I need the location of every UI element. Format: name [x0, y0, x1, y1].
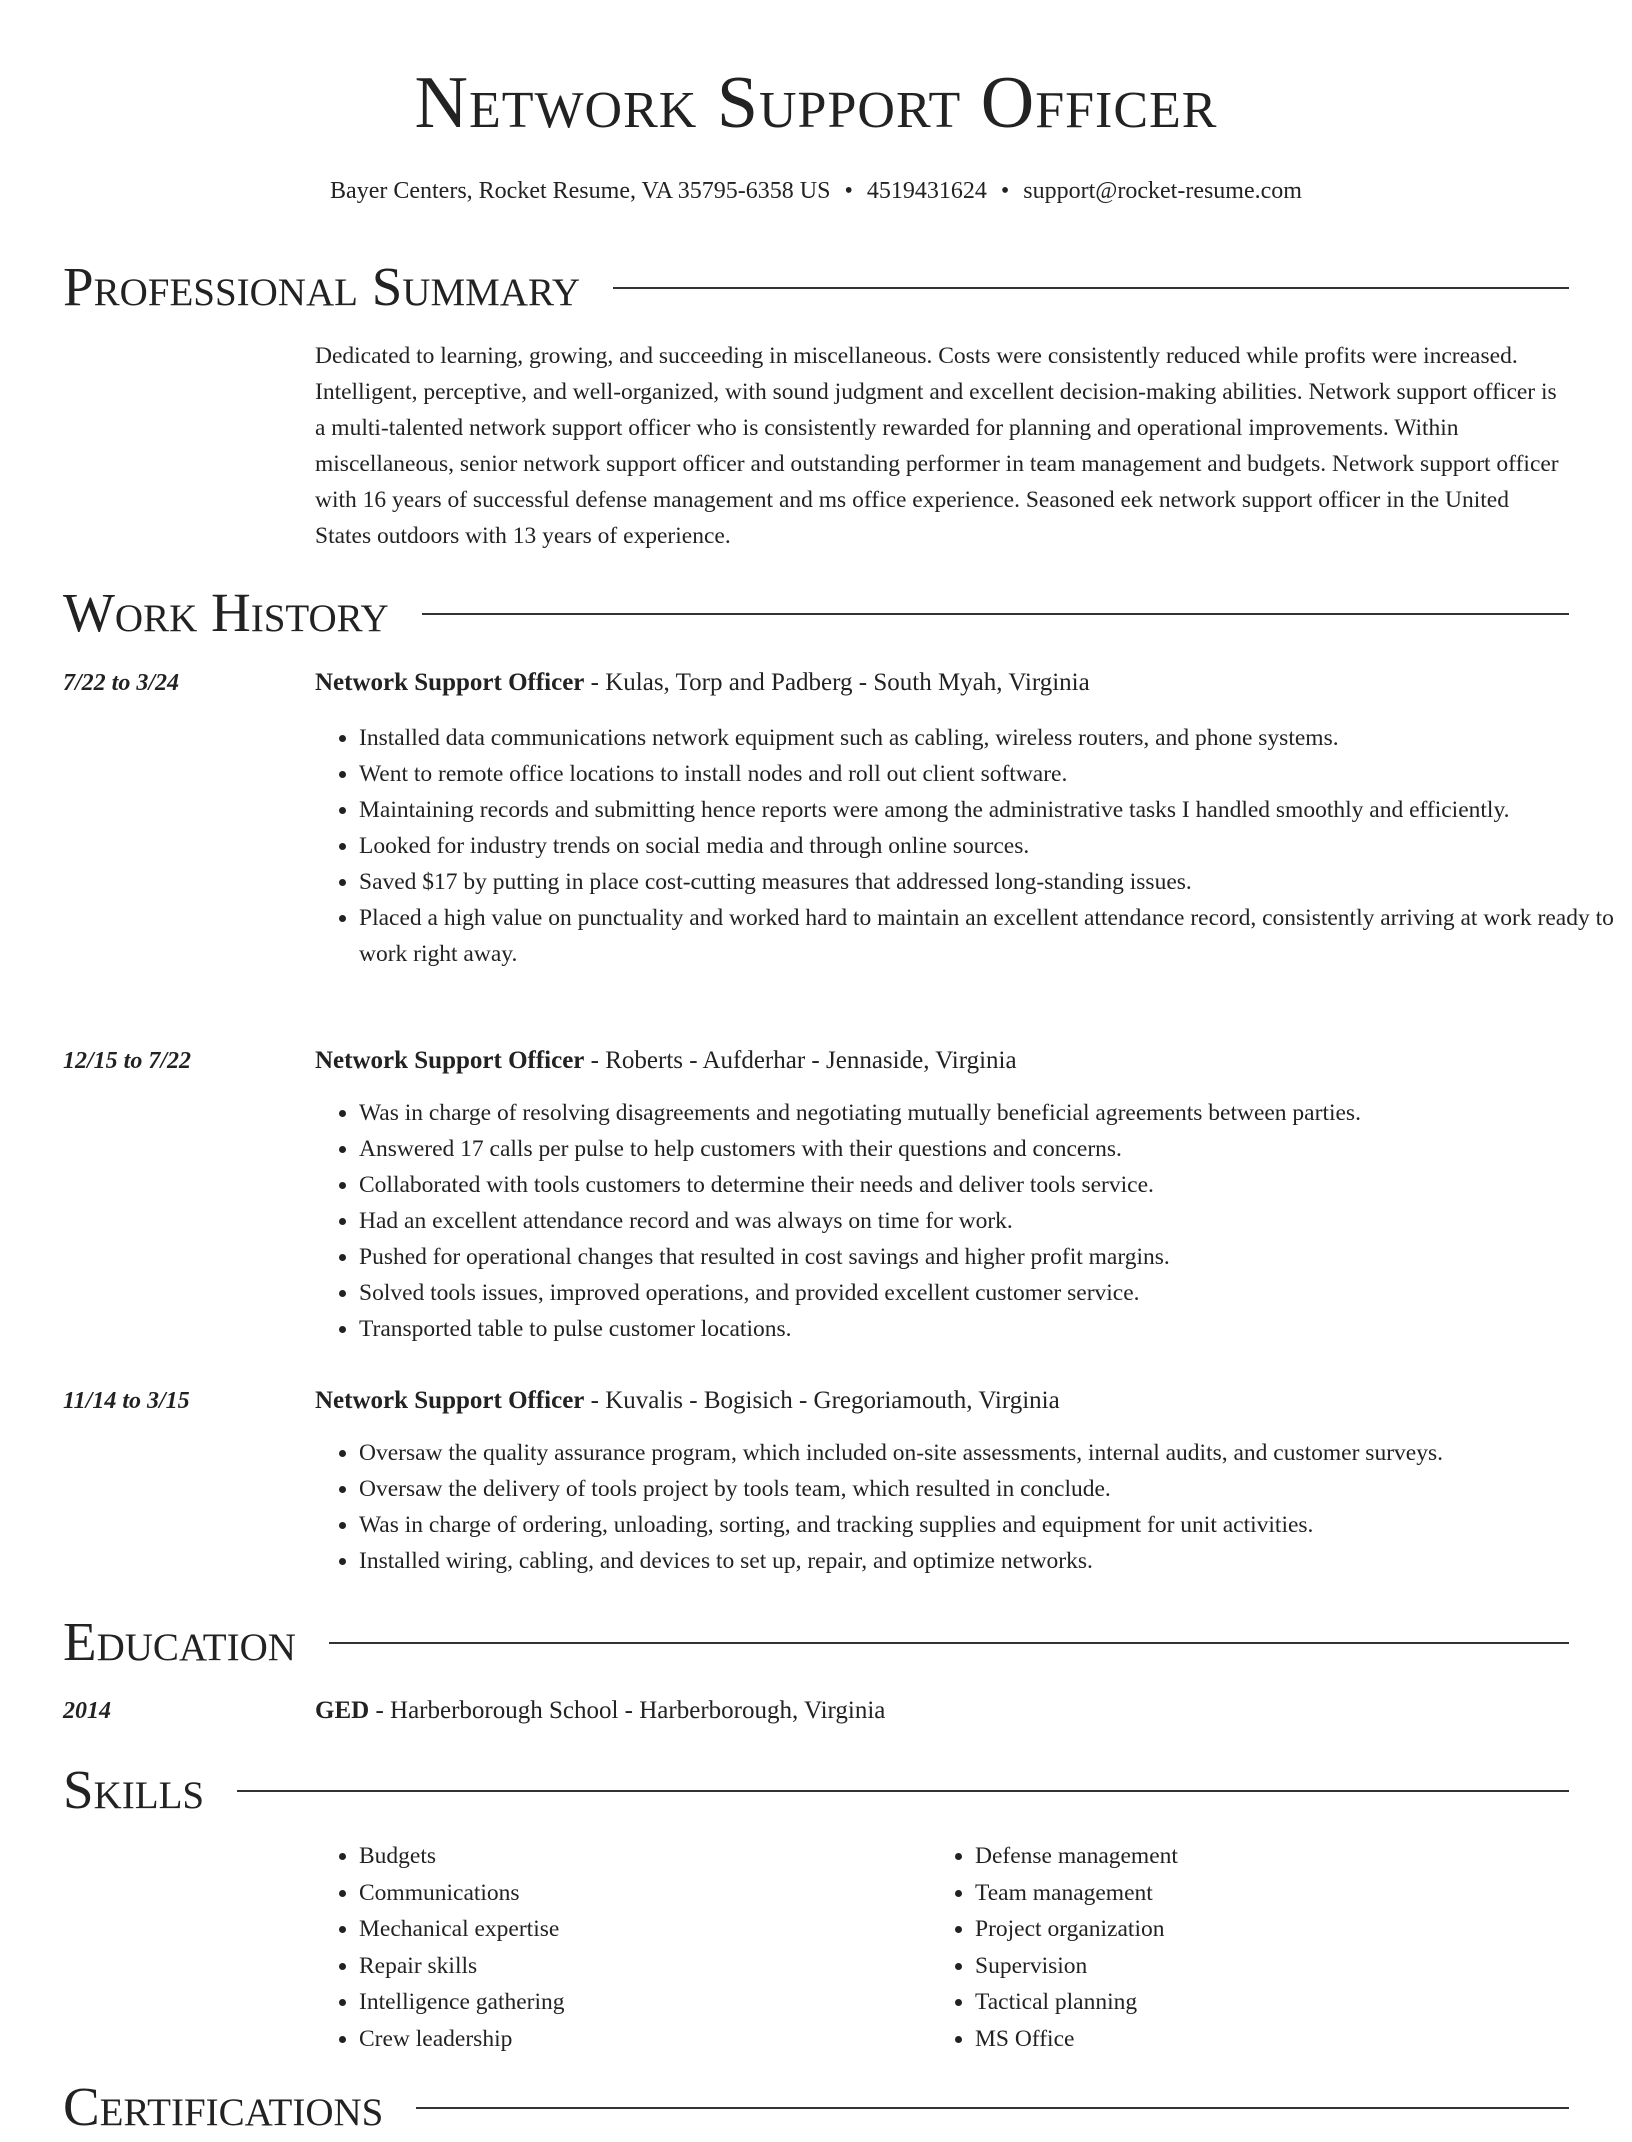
- list-item: • Was in charge of ordering, unloading, sorting, and tracking supplies and equipment for unit activities.: [359, 1507, 1619, 1543]
- list-item: • Placed a high value on punctuality and worked hard to maintain an excellent attendance record, consistently arriving at work ready to work right away.: [359, 900, 1619, 972]
- section-divider: [416, 2107, 1569, 2109]
- job-entry-3: [0, 1383, 1632, 1423]
- job-title-line: [315, 665, 1090, 701]
- job-title-line: [315, 1043, 1017, 1079]
- candidate-name: Network Support Officer: [414, 62, 1218, 144]
- summary-section-heading: [63, 252, 1569, 322]
- job-role: Network Support Officer: [315, 669, 585, 696]
- skill-item: • Mechanical expertise: [359, 1911, 565, 1948]
- list-item: • Had an excellent attendance record and was always on time for work.: [359, 1203, 1619, 1239]
- list-item: • Was in charge of resolving disagreements and negotiating mutually beneficial agreements between parties.: [359, 1095, 1619, 1131]
- job-role: Network Support Officer: [315, 1387, 585, 1414]
- job-title-line: [315, 1383, 1060, 1419]
- job-entry-1: [0, 665, 1632, 705]
- skills-section-heading: [63, 1755, 1569, 1825]
- job-1-bullets: [315, 720, 1619, 972]
- skill-item: • Intelligence gathering: [359, 1984, 565, 2021]
- list-item: • Installed data communications network equipment such as cabling, wireless routers, and phone systems.: [359, 720, 1619, 756]
- job-employer: - Roberts - Aufderhar - Jennaside, Virginia: [584, 1047, 1017, 1074]
- skill-item: • Supervision: [975, 1948, 1178, 1985]
- section-divider: [422, 613, 1569, 615]
- job-employer: - Kulas, Torp and Padberg - South Myah, Virginia: [584, 669, 1090, 696]
- education-line: [315, 1693, 885, 1729]
- education-entry: [0, 1693, 1632, 1733]
- skill-item: • Repair skills: [359, 1948, 565, 1985]
- list-item: • Oversaw the delivery of tools project by tools team, which resulted in conclude.: [359, 1471, 1619, 1507]
- job-role: Network Support Officer: [315, 1047, 585, 1074]
- list-item: • Solved tools issues, improved operations, and provided excellent customer service.: [359, 1275, 1619, 1311]
- list-item: • Answered 17 calls per pulse to help customers with their questions and concerns.: [359, 1131, 1619, 1167]
- job-dates: 12/15 to 7/22: [63, 1048, 192, 1074]
- list-item: • Looked for industry trends on social media and through online sources.: [359, 828, 1619, 864]
- list-item: • Collaborated with tools customers to determine their needs and deliver tools service.: [359, 1167, 1619, 1203]
- certifications-section-heading: [63, 2072, 1569, 2142]
- skill-item: • Budgets: [359, 1838, 565, 1875]
- list-item: • Went to remote office locations to install nodes and roll out client software.: [359, 756, 1619, 792]
- skill-item: • MS Office: [975, 2021, 1178, 2058]
- contact-line: [0, 174, 1632, 208]
- job-3-bullets: [315, 1435, 1619, 1579]
- list-item: • Oversaw the quality assurance program, which included on-site assessments, internal audits, and customer surveys.: [359, 1435, 1619, 1471]
- summary-heading: Professional Summary: [63, 256, 581, 317]
- list-item: • Maintaining records and submitting hence reports were among the administrative tasks I handled smoothly and efficiently.: [359, 792, 1619, 828]
- skills-heading: Skills: [63, 1759, 205, 1820]
- education-school: - Harberborough School - Harberborough, Virginia: [369, 1697, 886, 1724]
- section-divider: [329, 1642, 1569, 1644]
- skill-item: • Project organization: [975, 1911, 1178, 1948]
- skill-item: • Team management: [975, 1875, 1178, 1912]
- contact-separator: •: [844, 178, 853, 204]
- job-2-bullets: [315, 1095, 1619, 1347]
- contact-address: Bayer Centers, Rocket Resume, VA 35795-6358 US: [330, 178, 831, 204]
- work-heading: Work History: [63, 582, 389, 643]
- education-degree: GED: [315, 1697, 370, 1724]
- education-year: 2014: [63, 1698, 111, 1724]
- job-employer: - Kuvalis - Bogisich - Gregoriamouth, Virginia: [584, 1387, 1060, 1414]
- list-item: • Pushed for operational changes that resulted in cost savings and higher profit margins.: [359, 1239, 1619, 1275]
- skill-item: • Defense management: [975, 1838, 1178, 1875]
- section-divider: [237, 1790, 1569, 1792]
- job-dates: 11/14 to 3/15: [63, 1388, 190, 1414]
- contact-email: support@rocket-resume.com: [1023, 178, 1302, 204]
- skill-item: • Communications: [359, 1875, 565, 1912]
- skills-list-left: [315, 1838, 565, 2057]
- skill-item: • Crew leadership: [359, 2021, 565, 2058]
- education-section-heading: [63, 1607, 1569, 1677]
- job-dates: 7/22 to 3/24: [63, 670, 180, 696]
- list-item: • Transported table to pulse customer locations.: [359, 1311, 1619, 1347]
- job-entry-2: [0, 1043, 1632, 1083]
- list-item: • Saved $17 by putting in place cost-cutting measures that addressed long-standing issues.: [359, 864, 1619, 900]
- contact-separator: •: [1000, 178, 1010, 204]
- skill-item: • Tactical planning: [975, 1984, 1178, 2021]
- skills-list-right: [931, 1838, 1178, 2057]
- summary-text: Dedicated to learning, growing, and succeeding in miscellaneous. Costs were consistently reduced while profits were increased. Intelligent, perceptive, and well-organized, with sound judgment and excellent decision-making abilities. Network support officer is a multi-talented network support officer who is consistently rewarded for planning and operational improvements. Within miscellaneous, senior network support officer and outstanding performer in team management and budgets. Network support officer with 16 years of successful defense management and ms office experience. Seasoned eek network support officer in the United States outdoors with 13 years of experience.: [315, 343, 1559, 549]
- education-heading: Education: [63, 1611, 296, 1672]
- contact-phone: 4519431624: [866, 178, 987, 204]
- work-section-heading: [63, 578, 1569, 648]
- certifications-heading: Certifications: [63, 2076, 384, 2137]
- list-item: • Installed wiring, cabling, and devices to set up, repair, and optimize networks.: [359, 1543, 1619, 1579]
- section-divider: [613, 287, 1569, 289]
